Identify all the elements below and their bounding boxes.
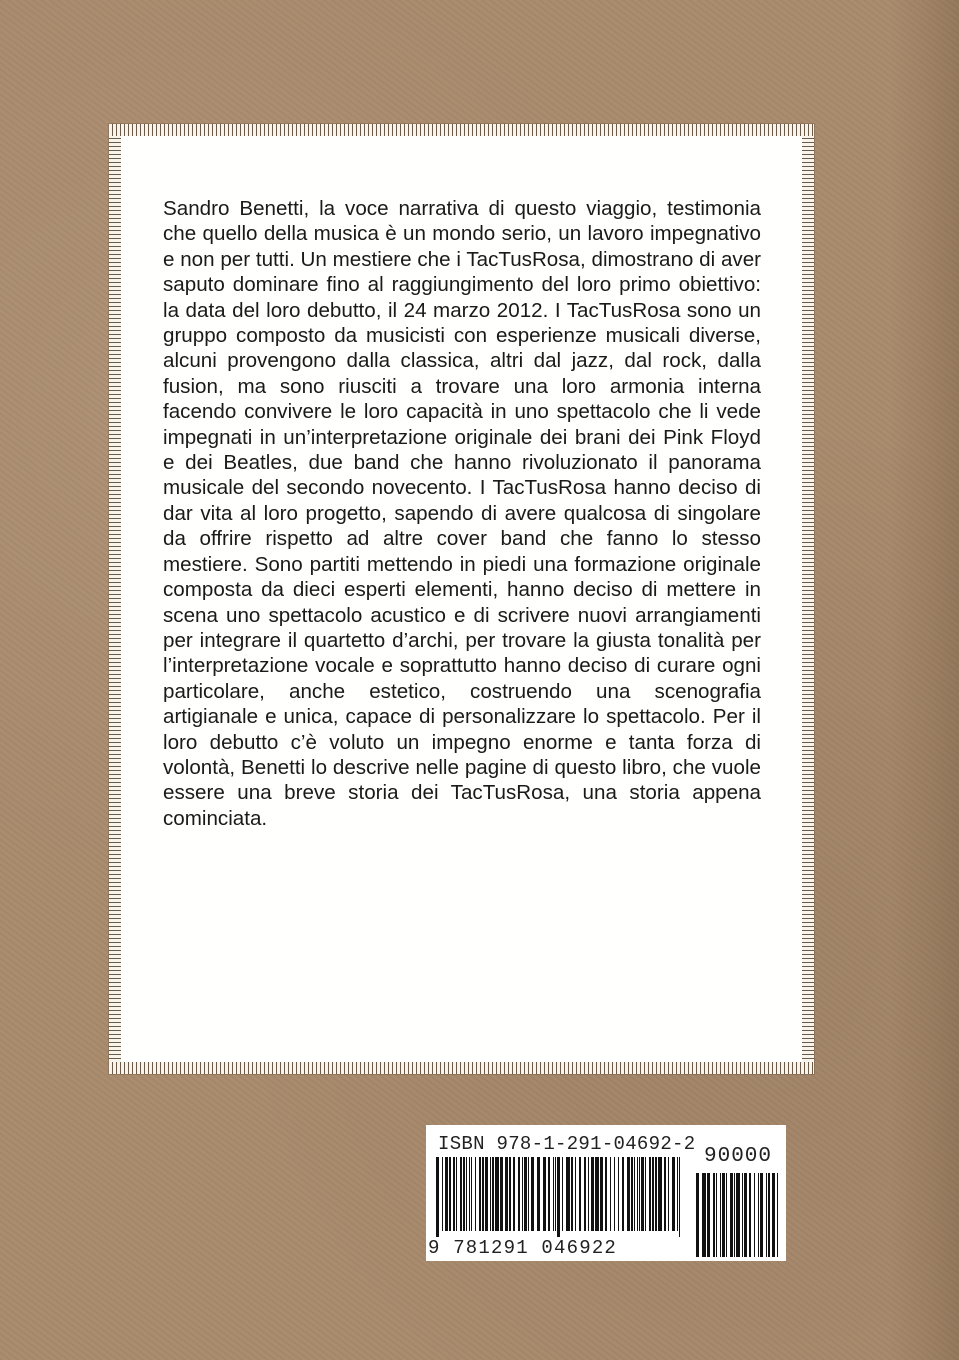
barcode-bar — [766, 1173, 767, 1257]
barcode-bar — [702, 1173, 706, 1257]
barcode-bar — [557, 1157, 560, 1237]
barcode-bar — [505, 1157, 508, 1231]
barcode-bar — [492, 1157, 494, 1231]
barcode-bar — [707, 1173, 710, 1257]
barcode-bar — [649, 1157, 651, 1231]
isbn-barcode — [426, 1125, 786, 1261]
barcode-bar — [553, 1157, 554, 1231]
barcode-bar — [742, 1173, 743, 1257]
barcode-bar — [471, 1157, 472, 1231]
barcode-bar — [469, 1157, 470, 1231]
barcode-bar — [749, 1173, 751, 1257]
barcode-bar — [713, 1173, 715, 1257]
barcode-bar — [722, 1173, 725, 1257]
barcode-bar — [528, 1157, 529, 1231]
barcode-bar — [672, 1157, 675, 1231]
barcode-bar — [754, 1173, 755, 1257]
ean13-bars — [436, 1157, 682, 1237]
barcode-bar — [736, 1173, 740, 1257]
barcode-bar — [591, 1157, 594, 1231]
barcode-bar — [655, 1157, 657, 1231]
barcode-bar — [495, 1157, 499, 1231]
barcode-bar — [595, 1157, 599, 1231]
barcode-bar — [584, 1157, 586, 1231]
barcode-bar — [531, 1157, 534, 1231]
barcode-bar — [614, 1157, 615, 1231]
barcode-bar — [677, 1157, 678, 1231]
barcode-bar — [679, 1157, 680, 1237]
barcode-bar — [513, 1157, 515, 1231]
barcode-bar — [453, 1157, 455, 1231]
barcode-bar — [463, 1157, 465, 1231]
barcode-bar — [579, 1157, 581, 1231]
ean-digits: 9 781291 046922 — [428, 1237, 618, 1259]
barcode-bar — [768, 1173, 770, 1257]
barcode-bar — [588, 1157, 589, 1231]
barcode-bar — [537, 1157, 540, 1231]
barcode-bar — [456, 1157, 457, 1231]
barcode-bar — [562, 1157, 563, 1231]
barcode-bar — [641, 1157, 644, 1231]
barcode-bar — [730, 1173, 733, 1257]
barcode-bar — [522, 1157, 523, 1231]
barcode-bar — [482, 1157, 484, 1231]
barcode-bar — [524, 1157, 527, 1231]
barcode-bar — [726, 1173, 727, 1257]
barcode-bar — [475, 1157, 476, 1231]
barcode-bar — [485, 1157, 488, 1231]
barcode-bar — [760, 1173, 763, 1257]
barcode-bar — [637, 1157, 638, 1231]
barcode-bar — [442, 1157, 443, 1231]
addon-bars — [696, 1173, 780, 1257]
barcode-bar — [758, 1173, 759, 1257]
barcode-bar — [449, 1157, 451, 1231]
barcode-bar — [744, 1173, 747, 1257]
barcode-bar — [555, 1157, 556, 1231]
barcode-bar — [500, 1157, 503, 1231]
barcode-bar — [610, 1157, 611, 1231]
barcode-bar — [548, 1157, 550, 1231]
barcode-bar — [445, 1157, 448, 1231]
barcode-bar — [696, 1173, 699, 1257]
barcode-bar — [460, 1157, 462, 1231]
barcode-bar — [658, 1157, 662, 1231]
barcode-bar — [509, 1157, 511, 1231]
barcode-bar — [652, 1157, 654, 1231]
barcode-bar — [600, 1157, 603, 1231]
barcode-bar — [734, 1173, 735, 1257]
barcode-bar — [631, 1157, 633, 1231]
barcode-bar — [618, 1157, 619, 1231]
barcode-bar — [566, 1157, 570, 1231]
blurb-text: Sandro Benetti, la voce narrativa di questo viaggio, testimonia che quello della musica è un mondo serio, un lavoro impegnativo e non per tutti. Un mestiere che i TacTusRosa, dimostrano di aver saputo dominare fino al raggiungimento del loro primo obiettivo: la data del loro debutto, il 24 marzo 2012. I TacTusRosa sono un gruppo composto da musicisti con esperienze musicali diverse, alcuni provengono dalla classica, altri dal jazz, dal rock, dalla fusion, ma sono riusciti a trovare una loro armonia interna facendo convivere le loro capacità in uno spettacolo che li vede impegnati in un’interpretazione originale dei brani dei Pink Floyd e dei Beatles, due band che hanno rivoluzionato il panorama musicale del secondo novecento. I TacTusRosa hanno deciso di dar vita al loro progetto, sapendo di avere qualcosa di singolare da offrire rispetto ad altre cover band che fanno lo stesso mestiere. Sono partiti mettendo in piedi una formazione originale composta da dieci esperti elementi, hanno deciso di mettere in scena uno spettacolo acustico e di scrivere nuovi arrangiamenti per integrare il quartetto d’archi, per trovare la giusta tonalità per l’interpretazione vocale e soprattutto hanno deciso di curare ogni particolare, anche estetico, costruendo una scenografia artigianale e unica, capace di personalizzare lo spettacolo. Per il loro debutto c’è voluto un impegno enorme e tanta forza di volontà, Benetti lo descrive nelle pagine di questo libro, che vuole essere una breve storia dei TacTusRosa, una storia appena cominciata. — [163, 197, 761, 830]
barcode-bar — [777, 1173, 778, 1257]
barcode-bar — [720, 1173, 721, 1257]
barcode-bar — [490, 1157, 491, 1231]
barcode-bar — [543, 1157, 546, 1231]
price-addon-digits: 90000 — [704, 1145, 773, 1168]
barcode-bar — [518, 1157, 520, 1231]
barcode-bar — [436, 1157, 439, 1237]
barcode-bar — [627, 1157, 630, 1231]
barcode-bar — [716, 1173, 717, 1257]
barcode-bar — [664, 1157, 666, 1231]
isbn-label: ISBN 978-1-291-04692-2 — [438, 1133, 696, 1155]
spine-shadow — [889, 0, 959, 1360]
barcode-bar — [622, 1157, 624, 1231]
barcode-bar — [668, 1157, 669, 1231]
barcode-bar — [634, 1157, 635, 1231]
barcode-bar — [479, 1157, 481, 1231]
barcode-bar — [645, 1157, 646, 1231]
barcode-bar — [639, 1157, 640, 1231]
barcode-bar — [466, 1157, 467, 1231]
barcode-bar — [772, 1173, 775, 1257]
barcode-bar — [605, 1157, 607, 1231]
barcode-bar — [575, 1157, 576, 1231]
barcode-bar — [571, 1157, 573, 1231]
